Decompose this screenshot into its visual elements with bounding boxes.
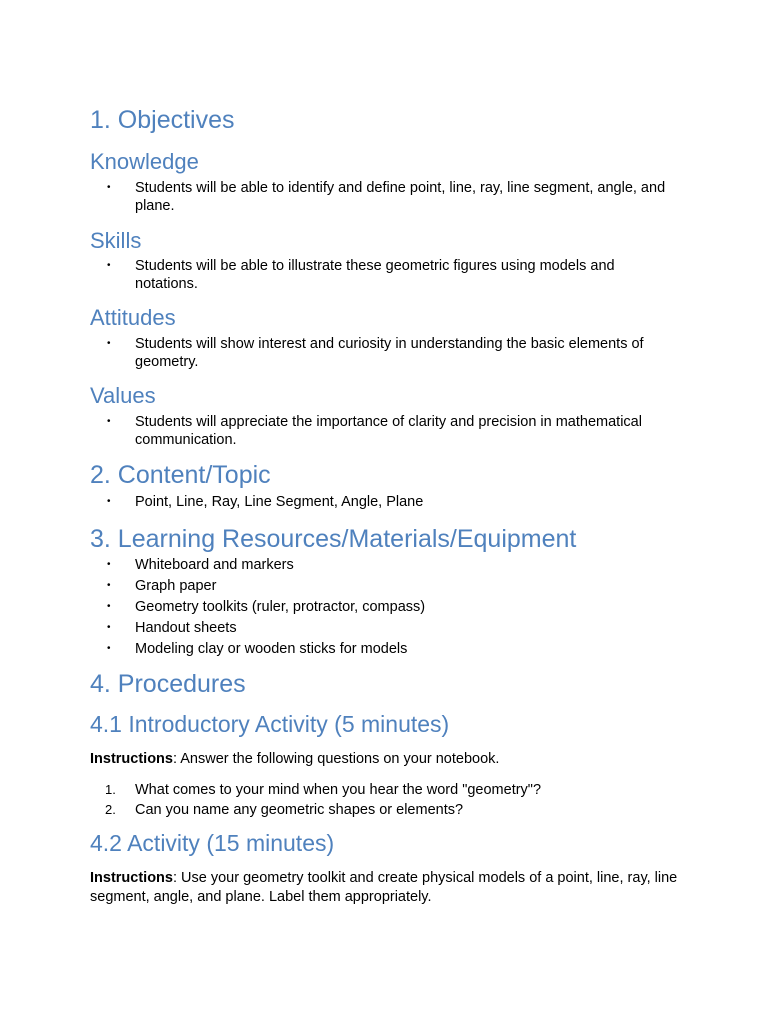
skills-heading: Skills [90,228,142,253]
bullet-icon: • [107,416,111,427]
values-list [90,413,680,449]
list-item: • Students will appreciate the importance of clarity and precision in mathematical communication. [107,414,642,448]
bullet-icon: • [107,182,111,193]
procedures-heading: 4. Procedures [90,670,246,698]
list-item: • Graph paper [107,578,217,594]
instructions-label: Instructions [90,751,173,767]
bullet-icon: • [107,496,111,507]
intro-instructions: Instructions: Answer the following questions on your notebook. [90,751,500,767]
list-item: • Modeling clay or wooden sticks for models [107,641,408,657]
bullet-icon: • [107,559,111,570]
bullet-icon: • [107,643,111,654]
content-topic-heading: 2. Content/Topic [90,461,271,489]
bullet-icon: • [107,622,111,633]
list-item: • Students will show interest and curiosity in understanding the basic elements of geometry. [107,336,644,370]
knowledge-list [90,179,680,215]
list-item: • Students will be able to identify and define point, line, ray, line segment, angle, and plane. [107,180,666,214]
bullet-icon: • [107,580,111,591]
objectives-heading: 1. Objectives [90,106,235,134]
knowledge-heading: Knowledge [90,149,199,174]
resources-list [90,556,680,661]
values-heading: Values [90,383,156,408]
list-item: • Point, Line, Ray, Line Segment, Angle, Plane [107,494,424,510]
list-item: • Whiteboard and markers [107,557,294,573]
resources-heading: 3. Learning Resources/Materials/Equipment [90,525,577,553]
bullet-icon: • [107,601,111,612]
list-item: 2. Can you name any geometric shapes or elements? [105,802,464,818]
activity-instructions: Instructions: Use your geometry toolkit and create physical models of a point, line, ray, line segment, angle, and plane. Label them appropriately. [90,870,678,905]
content-list [90,493,680,511]
bullet-icon: • [107,260,111,271]
list-item: • Handout sheets [107,620,237,636]
introductory-activity-heading: 4.1 Introductory Activity (5 minutes) [90,711,450,737]
list-item: 1. What comes to your mind when you hear the word "geometry"? [105,782,542,798]
instructions-label: Instructions [90,870,173,886]
activity-heading: 4.2 Activity (15 minutes) [90,830,335,856]
intro-questions-list [90,781,680,821]
attitudes-list [90,335,680,371]
attitudes-heading: Attitudes [90,305,176,330]
bullet-icon: • [107,338,111,349]
list-item: • Geometry toolkits (ruler, protractor, compass) [107,599,426,615]
skills-list [90,257,680,293]
list-item: • Students will be able to illustrate these geometric figures using models and notations. [107,258,615,292]
